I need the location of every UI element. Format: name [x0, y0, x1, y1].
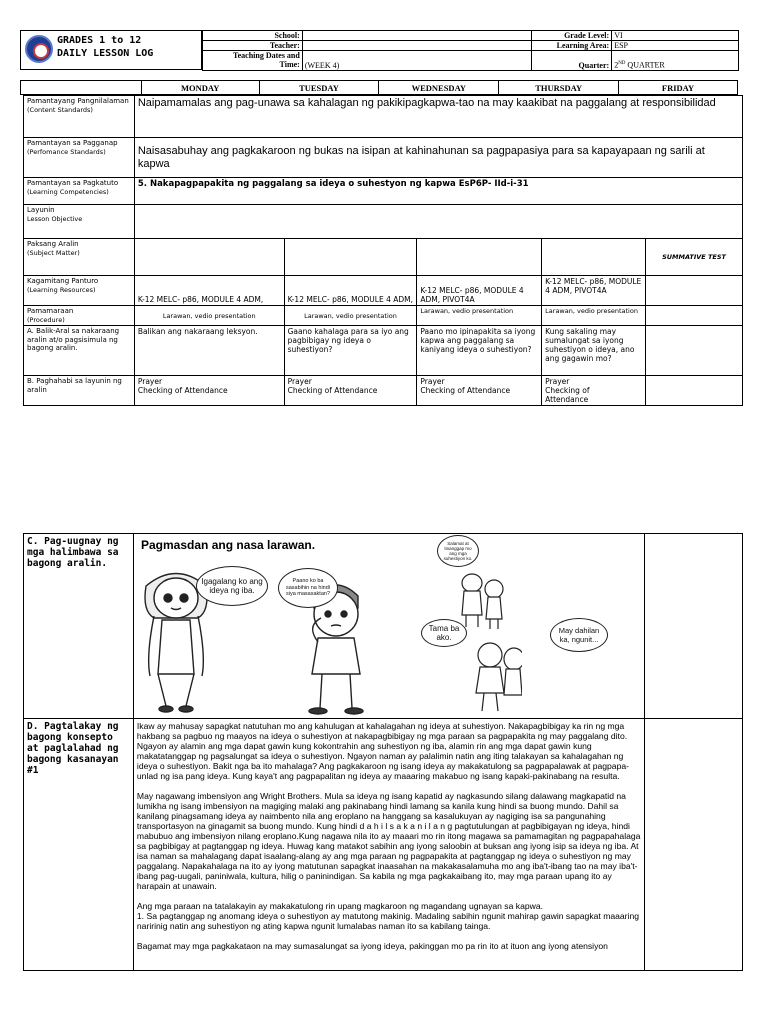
row-purpose	[24, 376, 743, 406]
row-subject-matter	[24, 239, 743, 276]
purpose-mon: Prayer Checking of Attendance	[134, 376, 284, 406]
procedure-fri	[646, 306, 743, 326]
day-header-blank	[21, 81, 142, 95]
section-d-right-cell	[645, 719, 743, 971]
speech-bubble-boy: Paano ko ba sasabihin na hindi siya masasaktan?	[278, 568, 338, 608]
procedure-mon: Larawan, vedio presentation	[134, 306, 284, 326]
day-friday: FRIDAY	[619, 81, 738, 95]
resources-fri	[646, 276, 743, 306]
row-performance-standards	[24, 138, 743, 178]
learning-area-value: ESP	[612, 41, 739, 51]
day-wednesday: WEDNESDAY	[379, 81, 499, 95]
performance-standards-text: Naisasabuhay ang pagkakaroon ng bukas na isipan at kahinahunan sa pagpapasiya para sa kapayapaan ng sarili at kapwa	[134, 138, 742, 178]
grade-level-value: VI	[612, 31, 739, 41]
lesson-grid-top	[23, 95, 743, 406]
label-performance-standards: Pamantayan sa Pagganap (Perfomance Standards)	[24, 138, 135, 178]
review-wed: Paano mo ipinapakita sa iyong kapwa ang paggalang sa kaniyang ideya o suhestiyon?	[417, 326, 542, 376]
row-learning-competencies	[24, 178, 743, 205]
review-mon: Balikan ang nakaraang leksyon.	[134, 326, 284, 376]
speech-bubble-girl: Igagalang ko ang ideya ng iba.	[196, 566, 268, 606]
row-review	[24, 326, 743, 376]
row-lesson-objective	[24, 205, 743, 239]
label-review: A. Balik-Aral sa nakaraang aralin at/o pagsisimula ng bagong aralin.	[24, 326, 135, 376]
subject-tue	[284, 239, 417, 276]
procedure-wed: Larawan, vedio presentation	[417, 306, 542, 326]
school-value	[302, 31, 531, 41]
header-title-box	[20, 30, 202, 70]
header-info-table	[202, 30, 739, 71]
section-c-right-cell	[645, 534, 743, 719]
section-d-paragraph-4: Bagamat may mga pagkakataon na may sumasalungat sa iyong ideya, pakinggan mo pa rin ito at ituon ang iyong atensiyon	[136, 941, 608, 951]
purpose-tue: Prayer Checking of Attendance	[284, 376, 417, 406]
content-standards-text: Naipamamalas ang pag-unawa sa kahalagan ng pakikipagkapwa-tao na may kaakibat na paggalang at responsibilidad	[134, 96, 742, 138]
teacher-value	[302, 41, 531, 51]
section-d-paragraph-2: May nagawang imbensiyon ang Wright Brothers. Mula sa ideya ng isang kapatid ay nagkasundo silang dalawang magkapatid na lumikha ng isang imbensiyon na magiging malaki ang pakinabang hindi lamang sa kanila kung hindi sa buong mundo. Dahil sa kanilang pinagsamang ideya ay naimbento nila ang eroplano na hanggang sa kasalukuyan ay nagiging isa sa pangunahing transportasyon na ginagamit sa buong mundo. Kung hindi d a h i l s a k a n i l a n g pagtutulungan at pagbibigayan ng ideya, hindi mabubuo ang imbensiyon nilang eroplano.Kung nagawa nila ito ay maaari mo rin itong magawa sa pamamagitan ng pagpapahalaga sa pagbibigay at pagtanggap ng ideya. Huwag kang matakot sabihin ang iyong saloobin at buksan ang iyong isip sa ideya ng iba. At isa naman sa mahalagang dapat isaalang-alang ay ang mga paraan ng pagpapakita at pagtanggap ng ideya o suhestiyon ng may paggalang. Napakahalaga na ito ay iyong matutunan sapagkat inaasahan na makakasalamuha mo ang iba't-ibang tao na may iba't-ibang pag-uugali, paniniwala, kultura, hilig o paninindigan. Sa kabila ng mga pagkakaibang ito, may mga paraan upang ito ay harapain at unawain.	[136, 791, 641, 891]
review-fri	[646, 326, 743, 376]
row-procedure	[24, 306, 743, 326]
review-thu: Kung sakaling may sumalungat sa iyong suhestiyon o ideya, ano ang gagawin mo?	[542, 326, 646, 376]
review-tue: Gaano kahalaga para sa iyo ang pagbibigay ng ideya o suhestiyon?	[284, 326, 417, 376]
speech-bubble-girl-top: Salamat at tinanggap mo ang mga suhestiyon ko.	[437, 535, 479, 567]
label-learning-resources: Kagamitang Panturo (Learning Resources)	[24, 276, 135, 306]
label-procedure: Pamamaraan (Procedure)	[24, 306, 135, 326]
teacher-label: Teacher:	[203, 41, 303, 51]
row-content-standards	[24, 96, 743, 138]
resources-thu: K-12 MELC- p86, MODULE 4 ADM, PIVOT4A	[542, 276, 646, 306]
label-section-c: C. Pag-uugnay ng mga halimbawa sa bagong aralin.	[24, 534, 134, 719]
label-lesson-objective: Layunin Lesson Objective	[24, 205, 135, 239]
teaching-dates-value: (WEEK 4)	[302, 51, 531, 71]
label-section-d: D. Pagtalakay ng bagong konsepto at paglalahad ng bagong kasanayan #1	[24, 719, 134, 971]
section-d-paragraph-3: Ang mga paraan na tatalakayin ay makakatulong rin upang magkaroon ng magandang ugnayan sa kapwa. 1. Sa pagtanggap ng anomang ideya o suhestiyon ay matutong makinig. Madaling sabihin ngunit mahirap gawin sapagkat maaaring naririnig natin ang suhestiyon ng ating kapwa ngunit lumalabas naman ito sa kabilang tainga.	[136, 901, 640, 931]
label-purpose: B. Paghahabi sa layunin ng aralin	[24, 376, 135, 406]
illustration-girl-boy	[136, 556, 414, 716]
subject-mon	[134, 239, 284, 276]
procedure-tue: Larawan, vedio presentation	[284, 306, 417, 326]
subject-thu	[542, 239, 646, 276]
quarter-label: Quarter:	[532, 51, 612, 71]
row-learning-resources	[24, 276, 743, 306]
purpose-thu: Prayer Checking of Attendance	[542, 376, 646, 406]
deped-seal-icon	[25, 35, 53, 63]
day-header-row	[20, 80, 738, 95]
purpose-wed: Prayer Checking of Attendance	[417, 376, 542, 406]
resources-mon: K-12 MELC- p86, MODULE 4 ADM,	[134, 276, 284, 306]
subject-wed	[417, 239, 542, 276]
row-section-d	[24, 719, 743, 971]
label-subject-matter: Paksang Aralin (Subject Matter)	[24, 239, 135, 276]
label-content-standards: Pamantayang Pangnilalaman (Content Standards)	[24, 96, 135, 138]
school-label: School:	[203, 31, 303, 41]
speech-bubble-boy-bottom: Tama ba ako.	[421, 619, 467, 647]
lesson-objective-cell	[134, 205, 742, 239]
quarter-value: 2ND QUARTER	[612, 51, 739, 71]
day-thursday: THURSDAY	[499, 81, 619, 95]
grade-level-label: Grade Level:	[532, 31, 612, 41]
subject-fri-summative: SUMMATIVE TEST	[646, 239, 743, 276]
speech-bubble-girl-bottom: May dahilan ka, ngunit...	[550, 618, 608, 652]
section-d-discussion	[133, 719, 644, 971]
document-title: GRADES 1 to 12 DAILY LESSON LOG	[57, 35, 154, 59]
learning-area-label: Learning Area:	[532, 41, 612, 51]
teaching-dates-label: Teaching Dates and Time:	[203, 51, 303, 71]
resources-tue: K-12 MELC- p86, MODULE 4 ADM,	[284, 276, 417, 306]
picture-title: Pagmasdan ang nasa larawan.	[141, 538, 316, 552]
procedure-thu: Larawan, vedio presentation	[542, 306, 646, 326]
label-learning-competencies: Pamantayan sa Pagkatuto (Learning Competencies)	[24, 178, 135, 205]
learning-competencies-text: 5. Nakapagpapakita ng paggalang sa ideya o suhestyon ng kapwa EsP6P- IId-i-31	[134, 178, 742, 205]
purpose-fri	[646, 376, 743, 406]
day-tuesday: TUESDAY	[259, 81, 379, 95]
day-monday: MONDAY	[141, 81, 259, 95]
section-d-paragraph-1: Ikaw ay mahusay sapagkat natutuhan mo ang kahulugan at kahalagahan ng ideya at suhestiyon. Nakapagbibigay ka rin ng mga hakbang sa pagbuo ng maayos na ideya o suhestiyon at nakapagbibigay ng mga paraan sa pagpapakita ng may paggalang dito. Ngayon ay alamin ang mga dapat gawin kung kokontrahin ang suhestiyon ng iba, alamin rin ang mga dapat gawin kung makatatanggap ng pagsalungat sa ideya o suhestiyon. Ngayon naman ay palalimin natin ang iting talakayan sa kahalagahan ng ideya o suhestiyon. Bakit nga ba ito mahalaga? Ang pagkakaroon ng isang ideya ay makakatulong sa pagpapalawak at pagpapa-unlad ng isa pang ideya. Kung kaya't ang pagpapalitan ng ideya ay maaaring makabuo ng isang kapaki-pakinabang na resulta.	[136, 721, 630, 781]
resources-wed: K-12 MELC- p86, MODULE 4 ADM, PIVOT4A	[417, 276, 542, 306]
